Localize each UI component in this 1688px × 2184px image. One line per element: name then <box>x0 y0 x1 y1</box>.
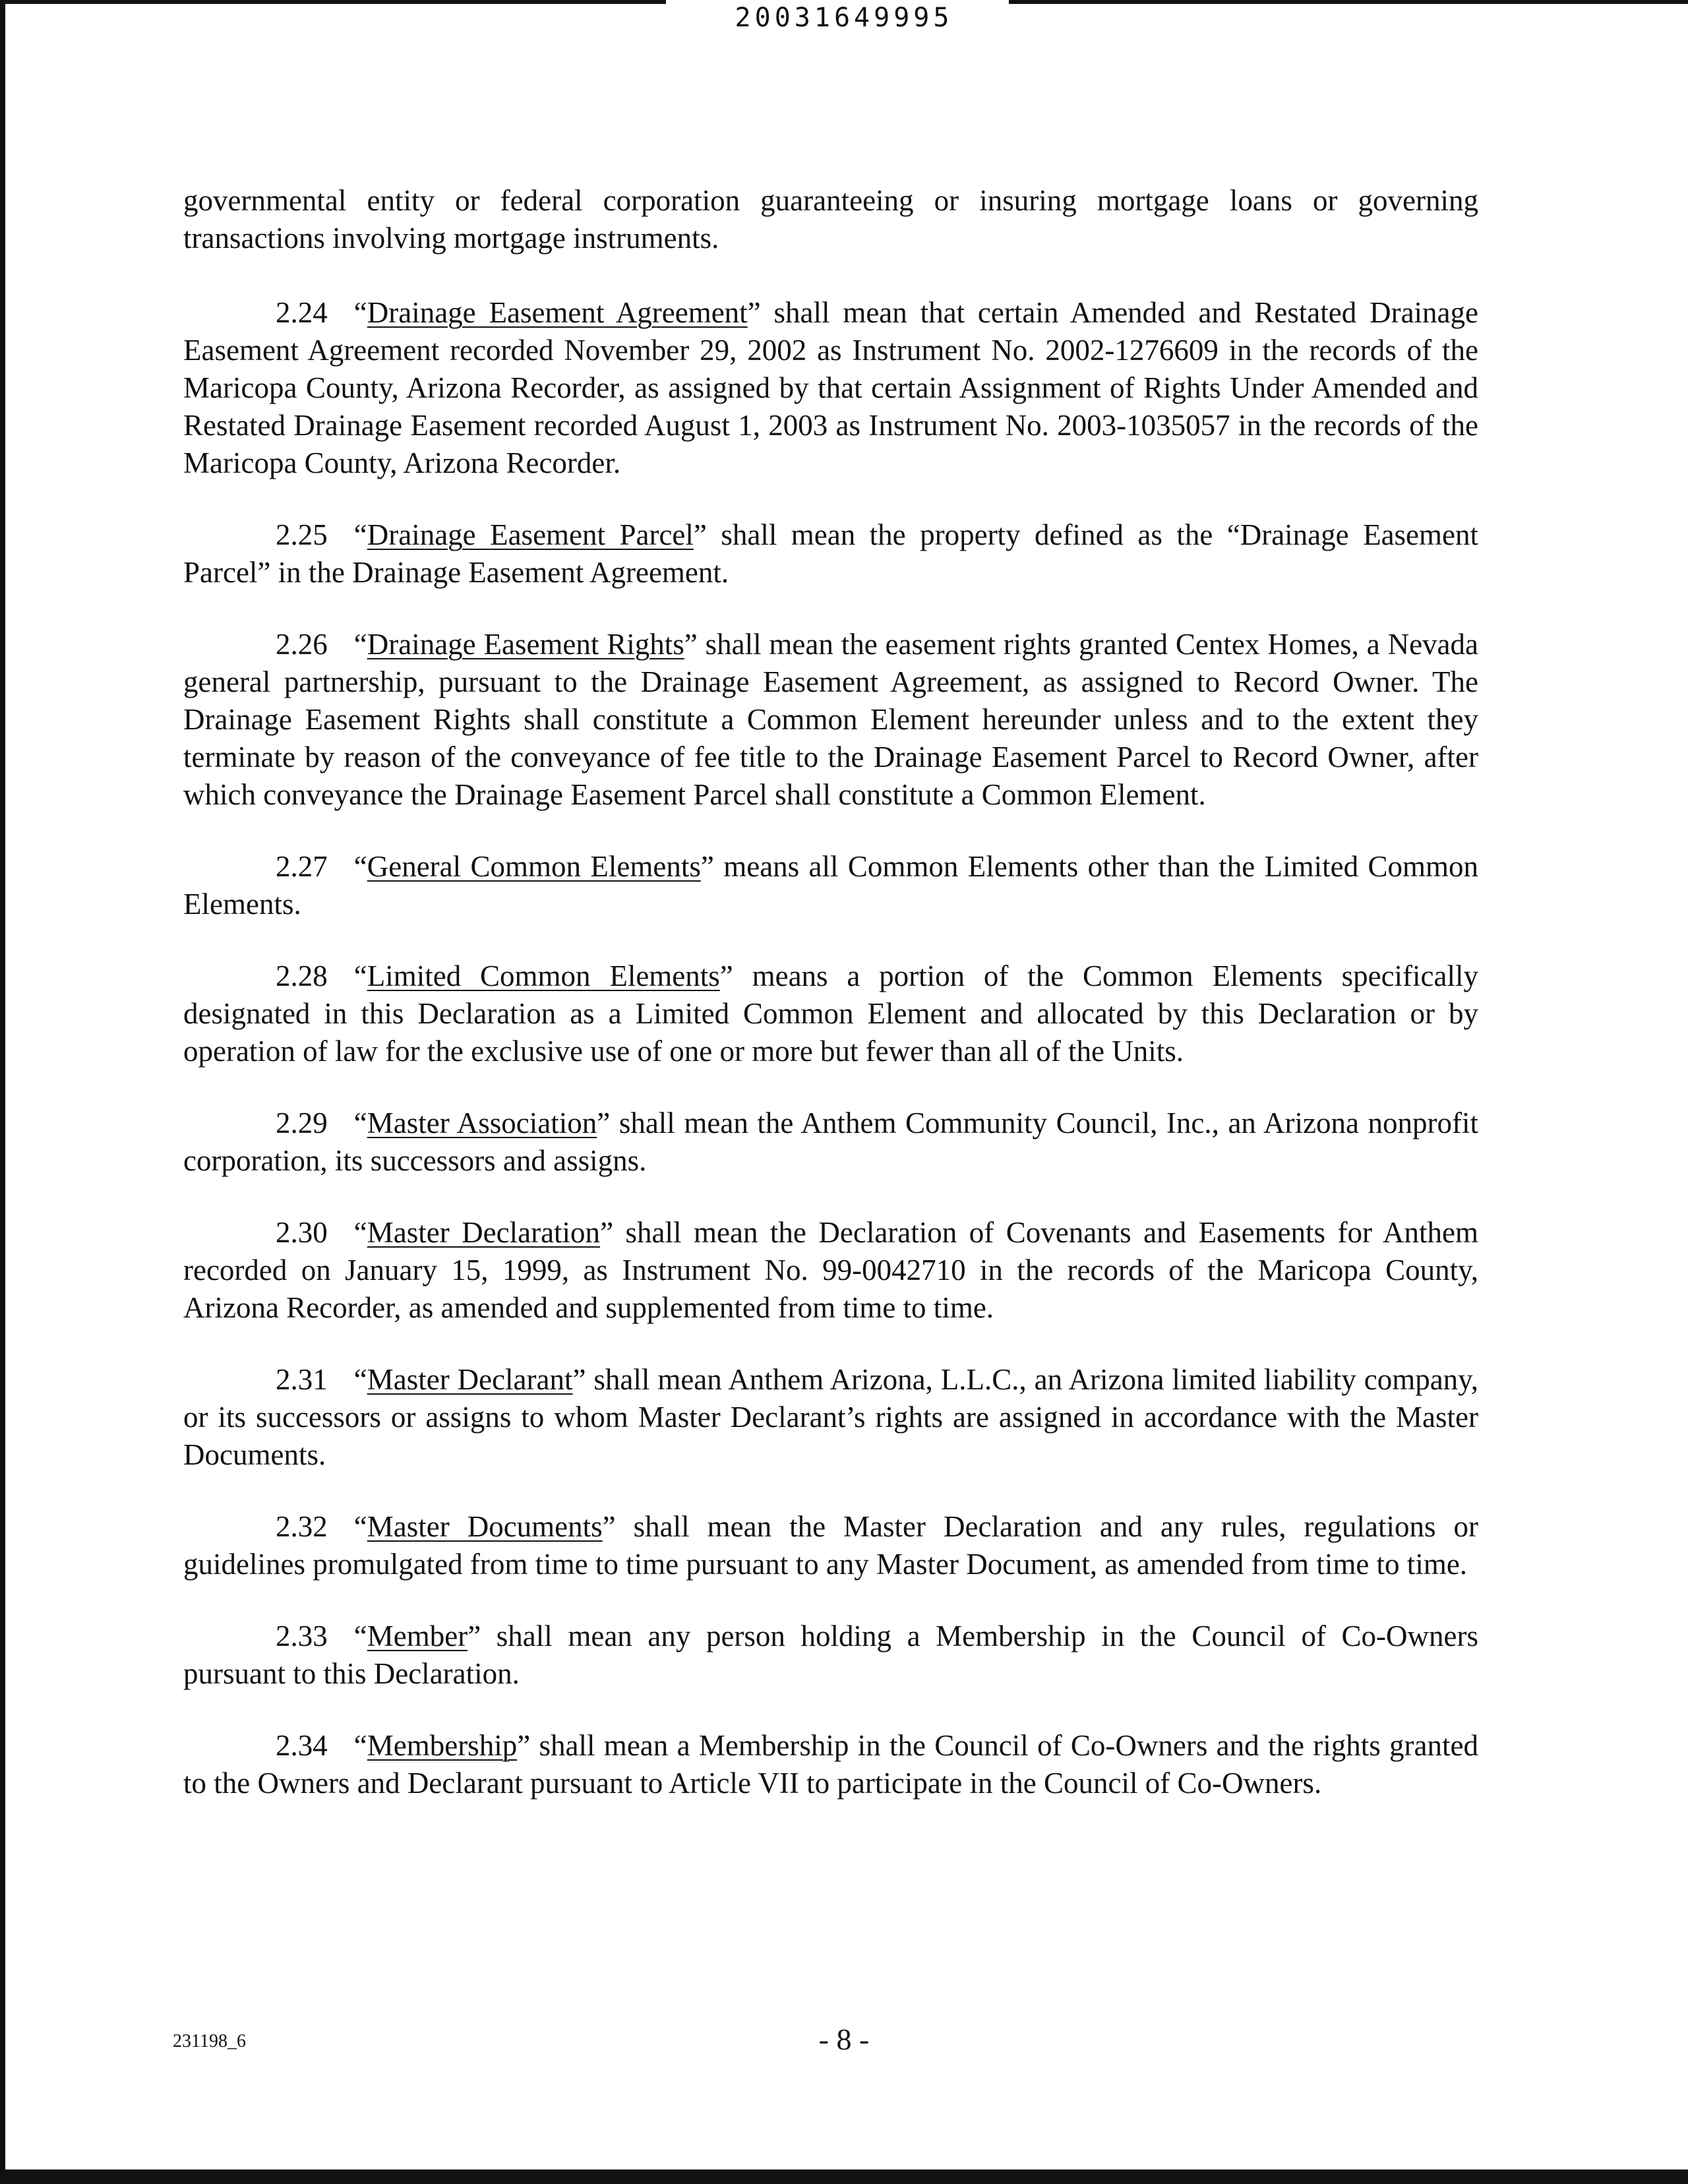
page-border-bottom <box>0 2169 1688 2184</box>
defined-term: Limited Common Elements <box>367 959 720 992</box>
definition-number: 2.31 <box>276 1363 328 1396</box>
document-body <box>183 182 1478 1836</box>
open-quote: “ <box>353 850 367 883</box>
open-quote: “ <box>353 628 367 661</box>
open-quote: “ <box>353 296 367 329</box>
definition-number: 2.27 <box>276 850 328 883</box>
definition-number: 2.25 <box>276 518 328 551</box>
definition-text: shall mean the Declaration of Covenants and Easements for Anthem recorded on January 15, 1999, as Instrument No. 99-0042710 in the records of the Maricopa County, Arizona Recorder, as amended and supplemented from time to time. <box>183 1216 1478 1324</box>
definition-text: shall mean a Membership in the Council of Co-Owners and the rights granted to the Owners and Declarant pursuant to Article VII to participate in the Council of Co-Owners. <box>183 1729 1478 1800</box>
definition-text: shall mean the property defined as the “Drainage Easement Parcel” in the Drainage Easement Agreement. <box>183 518 1479 589</box>
open-quote: “ <box>353 1216 367 1249</box>
definition-paragraph <box>183 1727 1478 1802</box>
definition-text: shall mean the Master Declaration and any rules, regulations or guidelines promulgated from time to time pursuant to any Master Document, as amended from time to time. <box>183 1510 1478 1581</box>
definition-text: shall mean any person holding a Membership in the Council of Co-Owners pursuant to this Declaration. <box>183 1620 1478 1690</box>
definition-text: means all Common Elements other than the Limited Common Elements. <box>183 850 1478 921</box>
definition-text: means a portion of the Common Elements specifically designated in this Declaration as a Limited Common Element and allocated by this Declaration or by operation of law for the exclusive use of one or more but fewer than all of the Units. <box>183 959 1478 1068</box>
defined-term: Drainage Easement Parcel <box>367 518 694 551</box>
definition-paragraph <box>183 1105 1478 1180</box>
defined-term: Member <box>367 1620 468 1653</box>
document-number: 20031649995 <box>735 3 953 33</box>
defined-term: Master Association <box>367 1107 597 1139</box>
definition-number: 2.26 <box>276 628 328 661</box>
definition-paragraph <box>183 1361 1478 1474</box>
definition-number: 2.24 <box>276 296 328 329</box>
definition-paragraph <box>183 848 1478 923</box>
definition-text: shall mean the Anthem Community Council, Inc., an Arizona nonprofit corporation, its successors and assigns. <box>183 1107 1479 1177</box>
close-quote: ” <box>684 628 698 661</box>
definition-text: shall mean the easement rights granted Centex Homes, a Nevada general partnership, pursuant to the Drainage Easement Agreement, as assigned to Record Owner. The Drainage Easement Rights shall constitute a Common Element hereunder unless and to the extent they terminate by reason of the conveyance of fee title to the Drainage Easement Parcel to Record Owner, after which conveyance the Drainage Easement Parcel shall constitute a Common Element. <box>183 628 1478 811</box>
defined-term: Master Declarant <box>367 1363 573 1396</box>
defined-term: Drainage Easement Agreement <box>367 296 748 329</box>
open-quote: “ <box>353 1729 367 1762</box>
open-quote: “ <box>353 1107 367 1139</box>
definition-paragraph <box>183 294 1478 482</box>
definitions-list <box>183 294 1478 1802</box>
definition-paragraph <box>183 626 1478 814</box>
definition-paragraph <box>183 1508 1478 1583</box>
definition-number: 2.29 <box>276 1107 328 1139</box>
definition-paragraph <box>183 957 1478 1070</box>
close-quote: ” <box>602 1510 616 1543</box>
page-border-left <box>0 0 5 2184</box>
close-quote: ” <box>719 959 733 992</box>
open-quote: “ <box>353 1363 367 1396</box>
close-quote: ” <box>600 1216 614 1249</box>
close-quote: ” <box>517 1729 531 1762</box>
definition-text: shall mean that certain Amended and Restated Drainage Easement Agreement recorded November 29, 2002 as Instrument No. 2002-1276609 in the records of the Maricopa County, Arizona Recorder, as assigned by that certain Assignment of Rights Under Amended and Restated Drainage Easement recorded August 1, 2003 as Instrument No. 2003-1035057 in the records of the Maricopa County, Arizona Recorder. <box>183 296 1478 479</box>
page-number: - 8 - <box>818 2022 870 2056</box>
footer-document-code: 231198_6 <box>173 2031 246 2051</box>
definition-number: 2.33 <box>276 1620 328 1653</box>
open-quote: “ <box>353 1620 367 1653</box>
definition-text: shall mean Anthem Arizona, L.L.C., an Arizona limited liability company, or its successors or assigns to whom Master Declarant’s rights are assigned in accordance with the Master Documents. <box>183 1363 1478 1471</box>
close-quote: ” <box>700 850 714 883</box>
defined-term: General Common Elements <box>367 850 701 883</box>
close-quote: ” <box>572 1363 586 1396</box>
open-quote: “ <box>353 959 367 992</box>
definition-number: 2.28 <box>276 959 328 992</box>
definition-number: 2.30 <box>276 1216 328 1249</box>
defined-term: Drainage Easement Rights <box>367 628 684 661</box>
definition-number: 2.34 <box>276 1729 328 1762</box>
defined-term: Master Documents <box>367 1510 603 1543</box>
open-quote: “ <box>353 1510 367 1543</box>
defined-term: Membership <box>367 1729 518 1762</box>
defined-term: Master Declaration <box>367 1216 601 1249</box>
close-quote: ” <box>597 1107 611 1139</box>
open-quote: “ <box>353 518 367 551</box>
definition-number: 2.32 <box>276 1510 328 1543</box>
intro-paragraph: governmental entity or federal corporation guaranteeing or insuring mortgage loans or governing transactions involving mortgage instruments. <box>183 184 1478 255</box>
close-quote: ” <box>747 296 761 329</box>
definition-paragraph <box>183 516 1478 592</box>
close-quote: ” <box>467 1620 481 1653</box>
definition-paragraph <box>183 1618 1478 1693</box>
close-quote: ” <box>693 518 707 551</box>
definition-paragraph <box>183 1214 1478 1327</box>
